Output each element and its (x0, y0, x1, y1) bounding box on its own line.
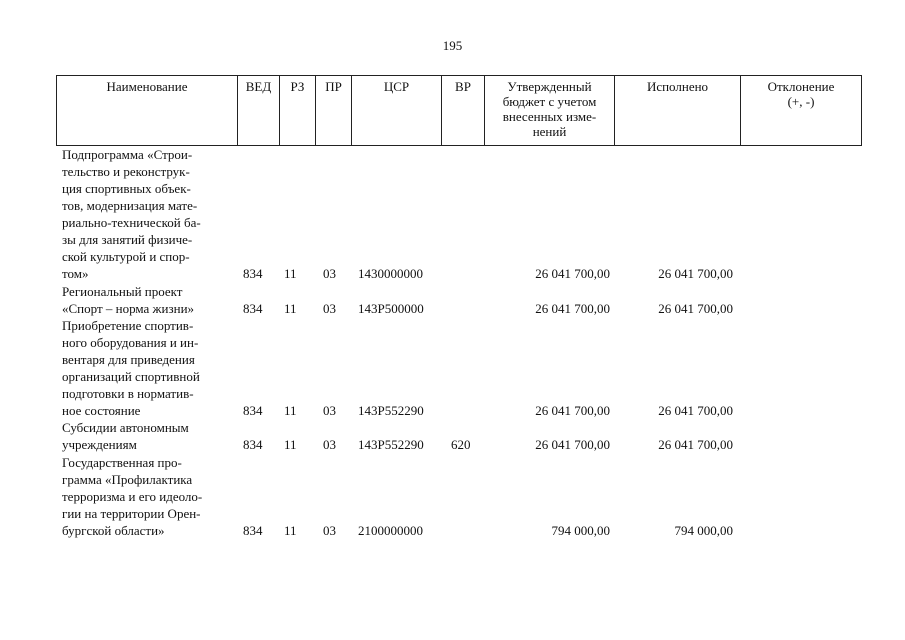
row-executed: 794 000,00 (674, 523, 733, 538)
row-budget: 26 041 700,00 (535, 266, 610, 281)
row-budget: 26 041 700,00 (535, 403, 610, 418)
header-vr: ВР (442, 76, 485, 145)
row-name: Государственная про- грамма «Профилактика терроризма и его идеоло- гии на территории Орен- бургской области» (62, 455, 203, 538)
row-executed: 26 041 700,00 (658, 437, 733, 452)
header-ved: ВЕД (238, 76, 280, 145)
row-name: Подпрограмма «Строи- тельство и реконструк- ция спортивных объек- тов, модернизация мате- риально-технической ба- зы для занятий физиче- ской культурой и спор- том» (62, 147, 201, 281)
row-csr: 143Р552290 (358, 437, 424, 452)
row-budget: 794 000,00 (551, 523, 610, 538)
row-ved: 834 (243, 301, 263, 316)
row-name: Региональный проект «Спорт – норма жизни» (62, 284, 195, 316)
header-budget: Утвержденный бюджет с учетом внесенных изме- нений (485, 76, 615, 145)
row-pr: 03 (323, 403, 336, 418)
row-executed: 26 041 700,00 (658, 266, 733, 281)
row-executed: 26 041 700,00 (658, 403, 733, 418)
row-csr: 2100000000 (358, 523, 423, 538)
row-rz: 11 (284, 523, 297, 538)
row-name: Субсидии автономным учреждениям (62, 420, 189, 452)
row-ved: 834 (243, 437, 263, 452)
row-pr: 03 (323, 523, 336, 538)
row-pr: 03 (323, 266, 336, 281)
row-budget: 26 041 700,00 (535, 301, 610, 316)
header-name: Наименование (57, 76, 238, 145)
row-pr: 03 (323, 301, 336, 316)
row-csr: 1430000000 (358, 266, 423, 281)
row-budget: 26 041 700,00 (535, 437, 610, 452)
row-csr: 143Р552290 (358, 403, 424, 418)
row-rz: 11 (284, 301, 297, 316)
row-vr: 620 (451, 437, 471, 452)
header-rz: РЗ (280, 76, 316, 145)
row-rz: 11 (284, 266, 297, 281)
header-csr: ЦСР (352, 76, 442, 145)
row-rz: 11 (284, 403, 297, 418)
page-number: 195 (442, 38, 463, 53)
row-ved: 834 (243, 403, 263, 418)
row-csr: 143Р500000 (358, 301, 424, 316)
row-rz: 11 (284, 437, 297, 452)
row-pr: 03 (323, 437, 336, 452)
row-executed: 26 041 700,00 (658, 301, 733, 316)
row-ved: 834 (243, 266, 263, 281)
header-deviation: Отклонение (+, -) (767, 79, 835, 109)
row-ved: 834 (243, 523, 263, 538)
table-header (56, 75, 862, 146)
row-name: Приобретение спортив- ного оборудования и ин- вентаря для приведения организаций спортивной подготовки в норматив- ное состояние (62, 318, 200, 418)
header-pr: ПР (316, 76, 352, 145)
header-executed: Исполнено (615, 76, 741, 145)
